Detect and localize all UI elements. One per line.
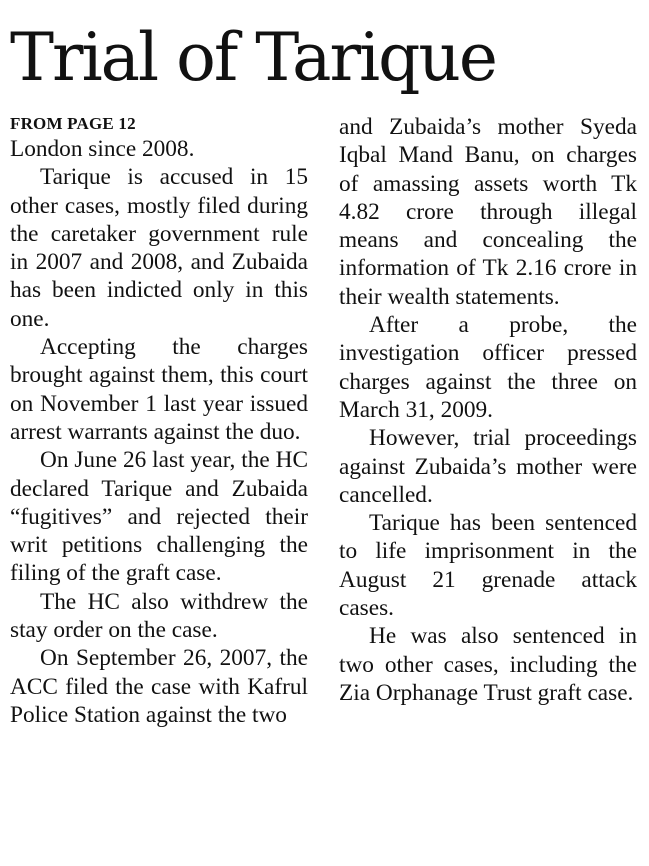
article-column-right xyxy=(339,113,637,707)
paragraph: He was also sentenced in two other cases, including the Zia Orphanage Trust graft case. xyxy=(339,623,637,706)
paragraph: Tarique is accused in 15 other cases, mostly filed during the caretaker government rule in 2007 and 2008, and Zubaida has been indicted only in this one. xyxy=(10,164,308,332)
continued-from-label: FROM PAGE 12 xyxy=(10,114,136,133)
paragraph: On June 26 last year, the HC declared Tarique and Zubaida “fugitives” and rejected their writ petitions challenging the filing of the graft case. xyxy=(10,447,308,587)
paragraph: On September 26, 2007, the ACC filed the case with Kafrul Police Station against the two xyxy=(10,645,308,728)
paragraph: Tarique has been sentenced to life imprisonment in the August 21 grenade attack cases. xyxy=(339,510,637,622)
headline: Trial of Tarique xyxy=(10,19,496,96)
paragraph: However, trial proceedings against Zubaida’s mother were cancelled. xyxy=(339,425,637,508)
paragraph: The HC also withdrew the stay order on the case. xyxy=(10,588,308,644)
paragraph: After a probe, the investigation officer pressed charges against the three on March 31, 2009. xyxy=(339,312,637,423)
paragraph: London since 2008. xyxy=(10,136,195,162)
paragraph: and Zubaida’s mother Syeda Iqbal Mand Banu, on charges of amassing assets worth Tk 4.82 crore through illegal means and concealing the information of Tk 2.16 crore in their wealth statements. xyxy=(339,114,637,310)
paragraph: Accepting the charges brought against them, this court on November 1 last year issued arrest warrants against the duo. xyxy=(10,334,308,445)
article-column-left xyxy=(10,114,308,729)
